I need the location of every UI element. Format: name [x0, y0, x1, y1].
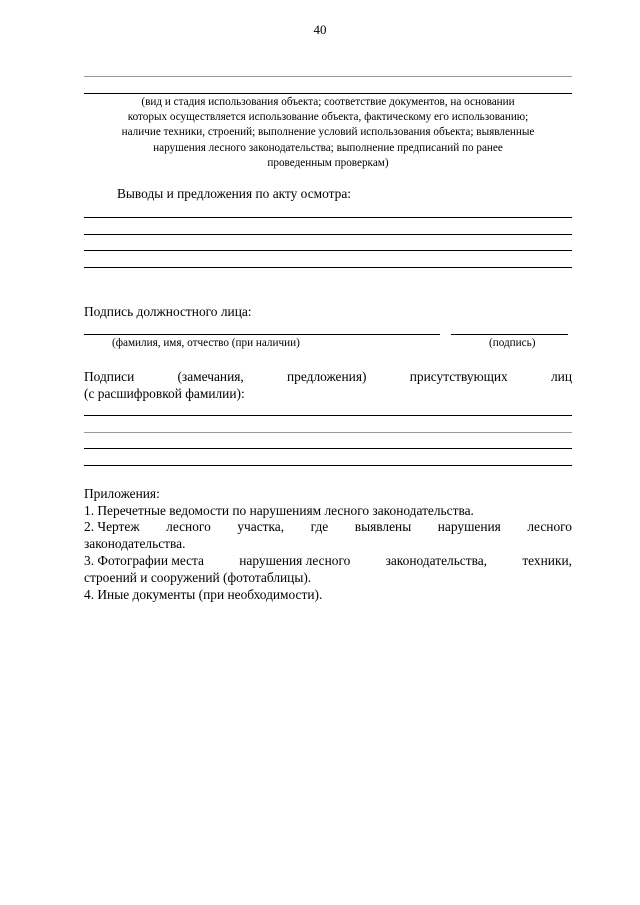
appendix-item-2 — [84, 518, 572, 536]
name-caption: (фамилия, имя, отчество (при наличии) — [112, 337, 300, 349]
inspection-caption — [84, 95, 572, 171]
fill-line — [84, 217, 572, 218]
appendix-item-3 — [84, 552, 572, 570]
word: (замечания, — [177, 369, 244, 384]
word: 3. Фотографии места — [84, 553, 204, 568]
word: 2. Чертеж — [84, 519, 140, 534]
word: участка, — [237, 519, 285, 534]
word: законодательства, — [385, 553, 488, 568]
fill-line — [84, 267, 572, 268]
fill-line — [84, 465, 572, 466]
signature-line — [451, 334, 568, 335]
page-number: 40 — [313, 22, 327, 37]
fill-line — [84, 93, 572, 94]
name-line — [84, 334, 440, 335]
appendix-item-4: 4. Иные документы (при необходимости). — [84, 587, 323, 602]
word: нарушения — [437, 519, 501, 534]
attendees-decoding-note: (с расшифровкой фамилии): — [84, 386, 245, 401]
official-signature-label: Подпись должностного лица: — [84, 304, 252, 319]
appendices-heading: Приложения: — [84, 486, 160, 501]
appendix-item-3-continued: строений и сооружений (фототаблицы). — [84, 570, 312, 585]
word: предложения) — [287, 369, 367, 384]
caption-line: которых осуществляется использование объекта, фактическому его использованию; — [127, 111, 529, 124]
fill-line — [84, 415, 572, 416]
caption-line: (вид и стадия использования объекта; соответствие документов, на основании — [141, 96, 515, 108]
fill-line — [84, 234, 572, 235]
word: Подписи — [84, 369, 135, 384]
word: лесного — [527, 519, 572, 534]
word: лесного — [166, 519, 211, 534]
caption-line: проведенным проверкам) — [267, 156, 389, 169]
attendees-signatures-line — [84, 368, 572, 386]
caption-line: нарушения лесного законодательства; выполнение предписаний по ранее — [153, 141, 503, 154]
word: нарушения лесного — [239, 553, 351, 568]
word: где — [310, 519, 329, 534]
appendix-item-1: 1. Перечетные ведомости по нарушениям лесного законодательства. — [84, 503, 474, 518]
fill-line — [84, 448, 572, 449]
word: лиц — [550, 369, 572, 384]
word: техники, — [522, 553, 572, 568]
conclusions-heading: Выводы и предложения по акту осмотра: — [117, 186, 352, 201]
fill-line — [84, 250, 572, 251]
fill-line — [84, 76, 572, 77]
appendix-item-2-continued: законодательства. — [84, 536, 186, 551]
fill-line — [84, 432, 572, 433]
caption-line: наличие техники, строений; выполнение условий использования объекта; выявленные — [121, 126, 535, 139]
word: выявлены — [354, 519, 412, 534]
word: присутствующих — [409, 369, 508, 384]
signature-caption: (подпись) — [489, 337, 536, 349]
